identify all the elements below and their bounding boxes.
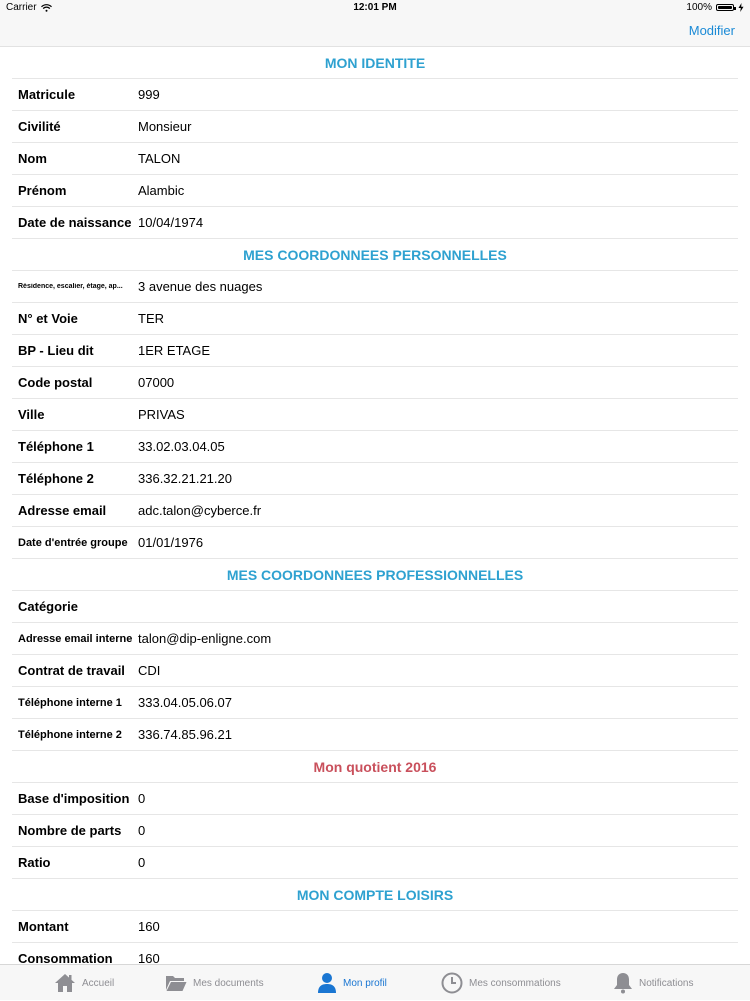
tab-notifications[interactable] (613, 965, 693, 1001)
row-label: Matricule (18, 87, 76, 102)
row-label: Montant (18, 919, 69, 934)
row-value: 160 (138, 951, 160, 964)
row-value: CDI (138, 663, 161, 678)
tab-accueil[interactable] (54, 965, 114, 1001)
tab-label: Mes consommations (469, 977, 561, 989)
tab-mon-profil[interactable] (317, 965, 387, 1001)
row-ville (12, 399, 738, 431)
row-label: Date de naissance (18, 215, 132, 230)
row-value: 33.02.03.04.05 (138, 439, 225, 454)
section-header-loisirs: MON COMPTE LOISIRS (12, 879, 738, 911)
row-label: N° et Voie (18, 311, 78, 326)
row-value: Monsieur (138, 119, 192, 134)
row-montant (12, 911, 738, 943)
row-label: Téléphone interne 1 (18, 696, 122, 709)
row-label: Contrat de travail (18, 663, 125, 678)
section-header-identity: MON IDENTITE (12, 47, 738, 79)
row-label: Nom (18, 151, 47, 166)
row-nom (12, 143, 738, 175)
row-value: 336.32.21.21.20 (138, 471, 232, 486)
row-label: Civilité (18, 119, 61, 134)
status-time: 12:01 PM (353, 2, 397, 13)
carrier-label: Carrier (6, 2, 37, 13)
row-value: 0 (138, 855, 146, 870)
row-categorie (12, 591, 738, 623)
row-email-interne (12, 623, 738, 655)
tab-label: Mon profil (343, 977, 387, 989)
navigation-bar (0, 15, 750, 47)
row-label: Téléphone 1 (18, 439, 94, 454)
profile-content[interactable] (0, 47, 750, 964)
row-date-entree (12, 527, 738, 559)
row-tel-interne-2 (12, 719, 738, 751)
row-consommation (12, 943, 738, 964)
row-value: 0 (138, 791, 146, 806)
row-telephone-1 (12, 431, 738, 463)
row-value: talon@dip-enligne.com (138, 631, 272, 646)
home-icon (54, 973, 76, 993)
row-voie (12, 303, 738, 335)
row-telephone-2 (12, 463, 738, 495)
row-label: Catégorie (18, 599, 78, 614)
section-header-personal: MES COORDONNEES PERSONNELLES (12, 239, 738, 271)
row-matricule (12, 79, 738, 111)
status-bar (0, 0, 750, 15)
row-residence (12, 271, 738, 303)
tab-label: Notifications (639, 977, 694, 989)
clock-icon (441, 972, 463, 994)
row-label: Date d'entrée groupe (18, 536, 128, 549)
charging-icon (738, 3, 744, 12)
battery-info (686, 2, 744, 13)
folder-icon (165, 974, 187, 992)
row-value: 1ER ETAGE (138, 343, 211, 358)
row-contrat (12, 655, 738, 687)
row-label: Nombre de parts (18, 823, 122, 838)
row-value: Alambic (138, 183, 185, 198)
tab-bar (0, 964, 750, 1000)
section-header-quotient: Mon quotient 2016 (12, 751, 738, 783)
section-header-professional: MES COORDONNEES PROFESSIONNELLES (12, 559, 738, 591)
row-label: Téléphone interne 2 (18, 728, 122, 741)
row-value: 0 (138, 823, 146, 838)
tab-label: Accueil (82, 977, 115, 989)
row-value: 336.74.85.96.21 (138, 727, 232, 742)
tab-label: Mes documents (193, 977, 264, 989)
bell-icon (613, 972, 633, 994)
row-label: Base d'imposition (18, 791, 130, 806)
row-value: 07000 (138, 375, 175, 390)
row-value: 3 avenue des nuages (138, 279, 263, 294)
row-label: Adresse email (18, 503, 107, 518)
row-adresse-email (12, 495, 738, 527)
person-icon (317, 972, 337, 994)
row-value: 10/04/1974 (138, 215, 204, 230)
row-label: BP - Lieu dit (18, 343, 94, 358)
row-label: Prénom (18, 183, 67, 198)
row-prenom (12, 175, 738, 207)
battery-icon (716, 4, 734, 11)
row-date-naissance (12, 207, 738, 239)
tab-mes-documents[interactable] (165, 965, 264, 1001)
row-label: Consommation (18, 951, 113, 964)
row-code-postal (12, 367, 738, 399)
row-nombre-parts (12, 815, 738, 847)
row-label: Code postal (18, 375, 93, 390)
row-civilite (12, 111, 738, 143)
row-label: Ratio (18, 855, 51, 870)
modify-button[interactable]: Modifier (688, 23, 735, 38)
row-value: adc.talon@cyberce.fr (138, 503, 262, 518)
row-label: Résidence, escalier, étage, ap... (18, 283, 123, 290)
row-value: 333.04.05.06.07 (138, 695, 232, 710)
battery-percent: 100% (686, 2, 712, 13)
row-value: TALON (138, 151, 181, 166)
row-label: Téléphone 2 (18, 471, 94, 486)
row-value: 999 (138, 87, 160, 102)
row-value: 160 (138, 919, 160, 934)
row-value: PRIVAS (138, 407, 185, 422)
row-label: Ville (18, 407, 45, 422)
row-label: Adresse email interne (18, 632, 133, 645)
row-value: TER (138, 311, 164, 326)
row-tel-interne-1 (12, 687, 738, 719)
tab-mes-consommations[interactable] (441, 965, 561, 1001)
row-value: 01/01/1976 (138, 535, 204, 550)
row-bp-lieu-dit (12, 335, 738, 367)
row-ratio (12, 847, 738, 879)
row-base-imposition (12, 783, 738, 815)
